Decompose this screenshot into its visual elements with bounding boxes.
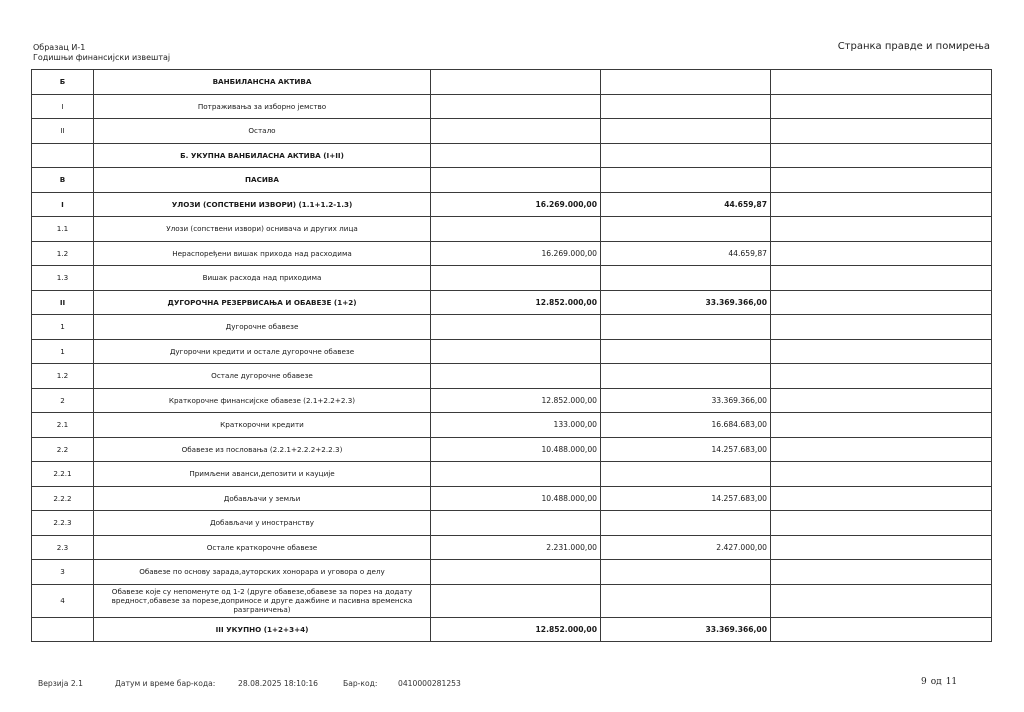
current-year-value-cell: 33.369.366,00 [601, 388, 771, 413]
row-description-cell: Нераспоређени вишак прихода над расходима [94, 241, 431, 266]
extra-value-cell [771, 339, 992, 364]
page-of: од [930, 677, 942, 687]
table-row [32, 388, 992, 413]
current-year-value-cell [601, 168, 771, 193]
previous-year-value-cell [431, 315, 601, 340]
table-row [32, 241, 992, 266]
row-number-cell: 2.2.1 [32, 462, 94, 487]
previous-year-value-cell [431, 462, 601, 487]
row-description-cell: Вишак расхода над приходима [94, 266, 431, 291]
current-year-value-cell: 33.369.366,00 [601, 290, 771, 315]
current-year-value-cell [601, 339, 771, 364]
previous-year-value-cell: 12.852.000,00 [431, 388, 601, 413]
table-row [32, 535, 992, 560]
extra-value-cell [771, 119, 992, 144]
row-description-cell: III УКУПНО (1+2+3+4) [94, 617, 431, 642]
table-row [32, 437, 992, 462]
extra-value-cell [771, 241, 992, 266]
current-year-value-cell [601, 266, 771, 291]
current-year-value-cell: 33.369.366,00 [601, 617, 771, 642]
row-description-cell: Остале краткорочне обавезе [94, 535, 431, 560]
current-year-value-cell [601, 315, 771, 340]
table-row [32, 339, 992, 364]
previous-year-value-cell [431, 94, 601, 119]
row-number-cell: 2.2.2 [32, 486, 94, 511]
row-description-cell: ВАНБИЛАНСНА АКТИВА [94, 70, 431, 95]
row-number-cell: 1 [32, 339, 94, 364]
previous-year-value-cell [431, 364, 601, 389]
row-number-cell: 2.3 [32, 535, 94, 560]
previous-year-value-cell [431, 266, 601, 291]
form-header [33, 43, 170, 63]
table-row [32, 486, 992, 511]
extra-value-cell [771, 290, 992, 315]
previous-year-value-cell [431, 143, 601, 168]
form-code: Образац И-1 [33, 43, 86, 52]
row-number-cell: 2 [32, 388, 94, 413]
extra-value-cell [771, 192, 992, 217]
row-number-cell [32, 617, 94, 642]
page-total: 11 [945, 677, 958, 687]
row-description-cell: Потраживања за изборно јемство [94, 94, 431, 119]
previous-year-value-cell: 10.488.000,00 [431, 437, 601, 462]
row-description-cell: ПАСИВА [94, 168, 431, 193]
row-description-cell: Примљени аванси,депозити и кауције [94, 462, 431, 487]
current-year-value-cell [601, 584, 771, 617]
previous-year-value-cell [431, 560, 601, 585]
organization-name: Странка правде и помирења [837, 41, 990, 52]
row-description-cell: Краткорочне финансијске обавезе (2.1+2.2+2.3) [94, 388, 431, 413]
table-row [32, 413, 992, 438]
barcode-value: 0410000281253 [398, 679, 461, 688]
current-year-value-cell: 44.659,87 [601, 241, 771, 266]
previous-year-value-cell [431, 339, 601, 364]
extra-value-cell [771, 70, 992, 95]
row-number-cell: 1.2 [32, 364, 94, 389]
current-year-value-cell: 14.257.683,00 [601, 437, 771, 462]
row-description-cell: Обавезе из пословања (2.2.1+2.2.2+2.2.3) [94, 437, 431, 462]
barcode-datetime-label: Датум и време бар-кода: [115, 679, 216, 688]
row-description-cell: Дугорочне обавезе [94, 315, 431, 340]
extra-value-cell [771, 413, 992, 438]
previous-year-value-cell: 16.269.000,00 [431, 241, 601, 266]
table-row [32, 290, 992, 315]
row-description-cell: Дугорочни кредити и остале дугорочне обавезе [94, 339, 431, 364]
table-row [32, 315, 992, 340]
previous-year-value-cell: 10.488.000,00 [431, 486, 601, 511]
extra-value-cell [771, 511, 992, 536]
row-number-cell: 2.1 [32, 413, 94, 438]
row-description-cell: Улози (сопствени извори) оснивача и других лица [94, 217, 431, 242]
previous-year-value-cell [431, 168, 601, 193]
table-row [32, 119, 992, 144]
extra-value-cell [771, 617, 992, 642]
table-row [32, 462, 992, 487]
row-number-cell: В [32, 168, 94, 193]
version-label: Верзија 2.1 [38, 679, 83, 688]
row-number-cell: II [32, 290, 94, 315]
current-year-value-cell [601, 364, 771, 389]
extra-value-cell [771, 388, 992, 413]
previous-year-value-cell [431, 217, 601, 242]
table-row [32, 192, 992, 217]
previous-year-value-cell: 12.852.000,00 [431, 290, 601, 315]
table-row [32, 364, 992, 389]
row-description-cell: Обавезе које су непоменуте од 1-2 (друге обавезе,обавезе за порез на додату вредност,обавезе за порезе,доприносе и друге дажбине и пасивна временска разграничења) [94, 584, 431, 617]
current-year-value-cell [601, 462, 771, 487]
table-row [32, 143, 992, 168]
previous-year-value-cell: 16.269.000,00 [431, 192, 601, 217]
extra-value-cell [771, 462, 992, 487]
row-description-cell: УЛОЗИ (СОПСТВЕНИ ИЗВОРИ) (1.1+1.2-1.3) [94, 192, 431, 217]
extra-value-cell [771, 315, 992, 340]
extra-value-cell [771, 94, 992, 119]
row-description-cell: Добављачи у иностранству [94, 511, 431, 536]
previous-year-value-cell: 2.231.000,00 [431, 535, 601, 560]
extra-value-cell [771, 217, 992, 242]
row-number-cell: Б [32, 70, 94, 95]
previous-year-value-cell [431, 70, 601, 95]
table-row [32, 584, 992, 617]
table-row [32, 70, 992, 95]
row-number-cell: 1.2 [32, 241, 94, 266]
row-description-cell: Краткорочни кредити [94, 413, 431, 438]
form-title: Годишњи финансијски извештај [33, 53, 171, 62]
row-number-cell: 1.3 [32, 266, 94, 291]
extra-value-cell [771, 535, 992, 560]
current-year-value-cell [601, 94, 771, 119]
extra-value-cell [771, 560, 992, 585]
financial-table [31, 69, 992, 642]
current-year-value-cell [601, 511, 771, 536]
current-year-value-cell: 44.659,87 [601, 192, 771, 217]
row-number-cell: 4 [32, 584, 94, 617]
previous-year-value-cell: 12.852.000,00 [431, 617, 601, 642]
row-number-cell: 1.1 [32, 217, 94, 242]
row-description-cell: Добављачи у земљи [94, 486, 431, 511]
barcode-datetime-value: 28.08.2025 18:10:16 [238, 679, 318, 688]
previous-year-value-cell [431, 511, 601, 536]
extra-value-cell [771, 266, 992, 291]
row-number-cell: 1 [32, 315, 94, 340]
row-number-cell: I [32, 192, 94, 217]
row-number-cell: 2.2.3 [32, 511, 94, 536]
table-row [32, 617, 992, 642]
row-number-cell: I [32, 94, 94, 119]
page-current: 9 [921, 677, 927, 687]
table-row [32, 168, 992, 193]
previous-year-value-cell [431, 584, 601, 617]
current-year-value-cell [601, 217, 771, 242]
row-description-cell: Остало [94, 119, 431, 144]
row-description-cell: ДУГОРОЧНА РЕЗЕРВИСАЊА И ОБАВЕЗЕ (1+2) [94, 290, 431, 315]
previous-year-value-cell [431, 119, 601, 144]
row-description-cell: Обавезе по основу зарада,ауторских хонорара и уговора о делу [94, 560, 431, 585]
row-number-cell [32, 143, 94, 168]
extra-value-cell [771, 486, 992, 511]
current-year-value-cell: 2.427.000,00 [601, 535, 771, 560]
row-number-cell: II [32, 119, 94, 144]
extra-value-cell [771, 437, 992, 462]
table-row [32, 266, 992, 291]
row-number-cell: 3 [32, 560, 94, 585]
row-description-cell: Остале дугорочне обавезе [94, 364, 431, 389]
table-row [32, 511, 992, 536]
extra-value-cell [771, 143, 992, 168]
extra-value-cell [771, 584, 992, 617]
current-year-value-cell [601, 119, 771, 144]
row-number-cell: 2.2 [32, 437, 94, 462]
page-indicator [921, 677, 961, 687]
financial-table-body [32, 70, 992, 642]
row-description-cell: Б. УКУПНА ВАНБИЛАСНА АКТИВА (I+II) [94, 143, 431, 168]
current-year-value-cell: 14.257.683,00 [601, 486, 771, 511]
extra-value-cell [771, 168, 992, 193]
current-year-value-cell [601, 70, 771, 95]
current-year-value-cell: 16.684.683,00 [601, 413, 771, 438]
table-row [32, 217, 992, 242]
table-row [32, 94, 992, 119]
previous-year-value-cell: 133.000,00 [431, 413, 601, 438]
barcode-label: Бар-код: [343, 679, 378, 688]
current-year-value-cell [601, 143, 771, 168]
current-year-value-cell [601, 560, 771, 585]
table-row [32, 560, 992, 585]
extra-value-cell [771, 364, 992, 389]
